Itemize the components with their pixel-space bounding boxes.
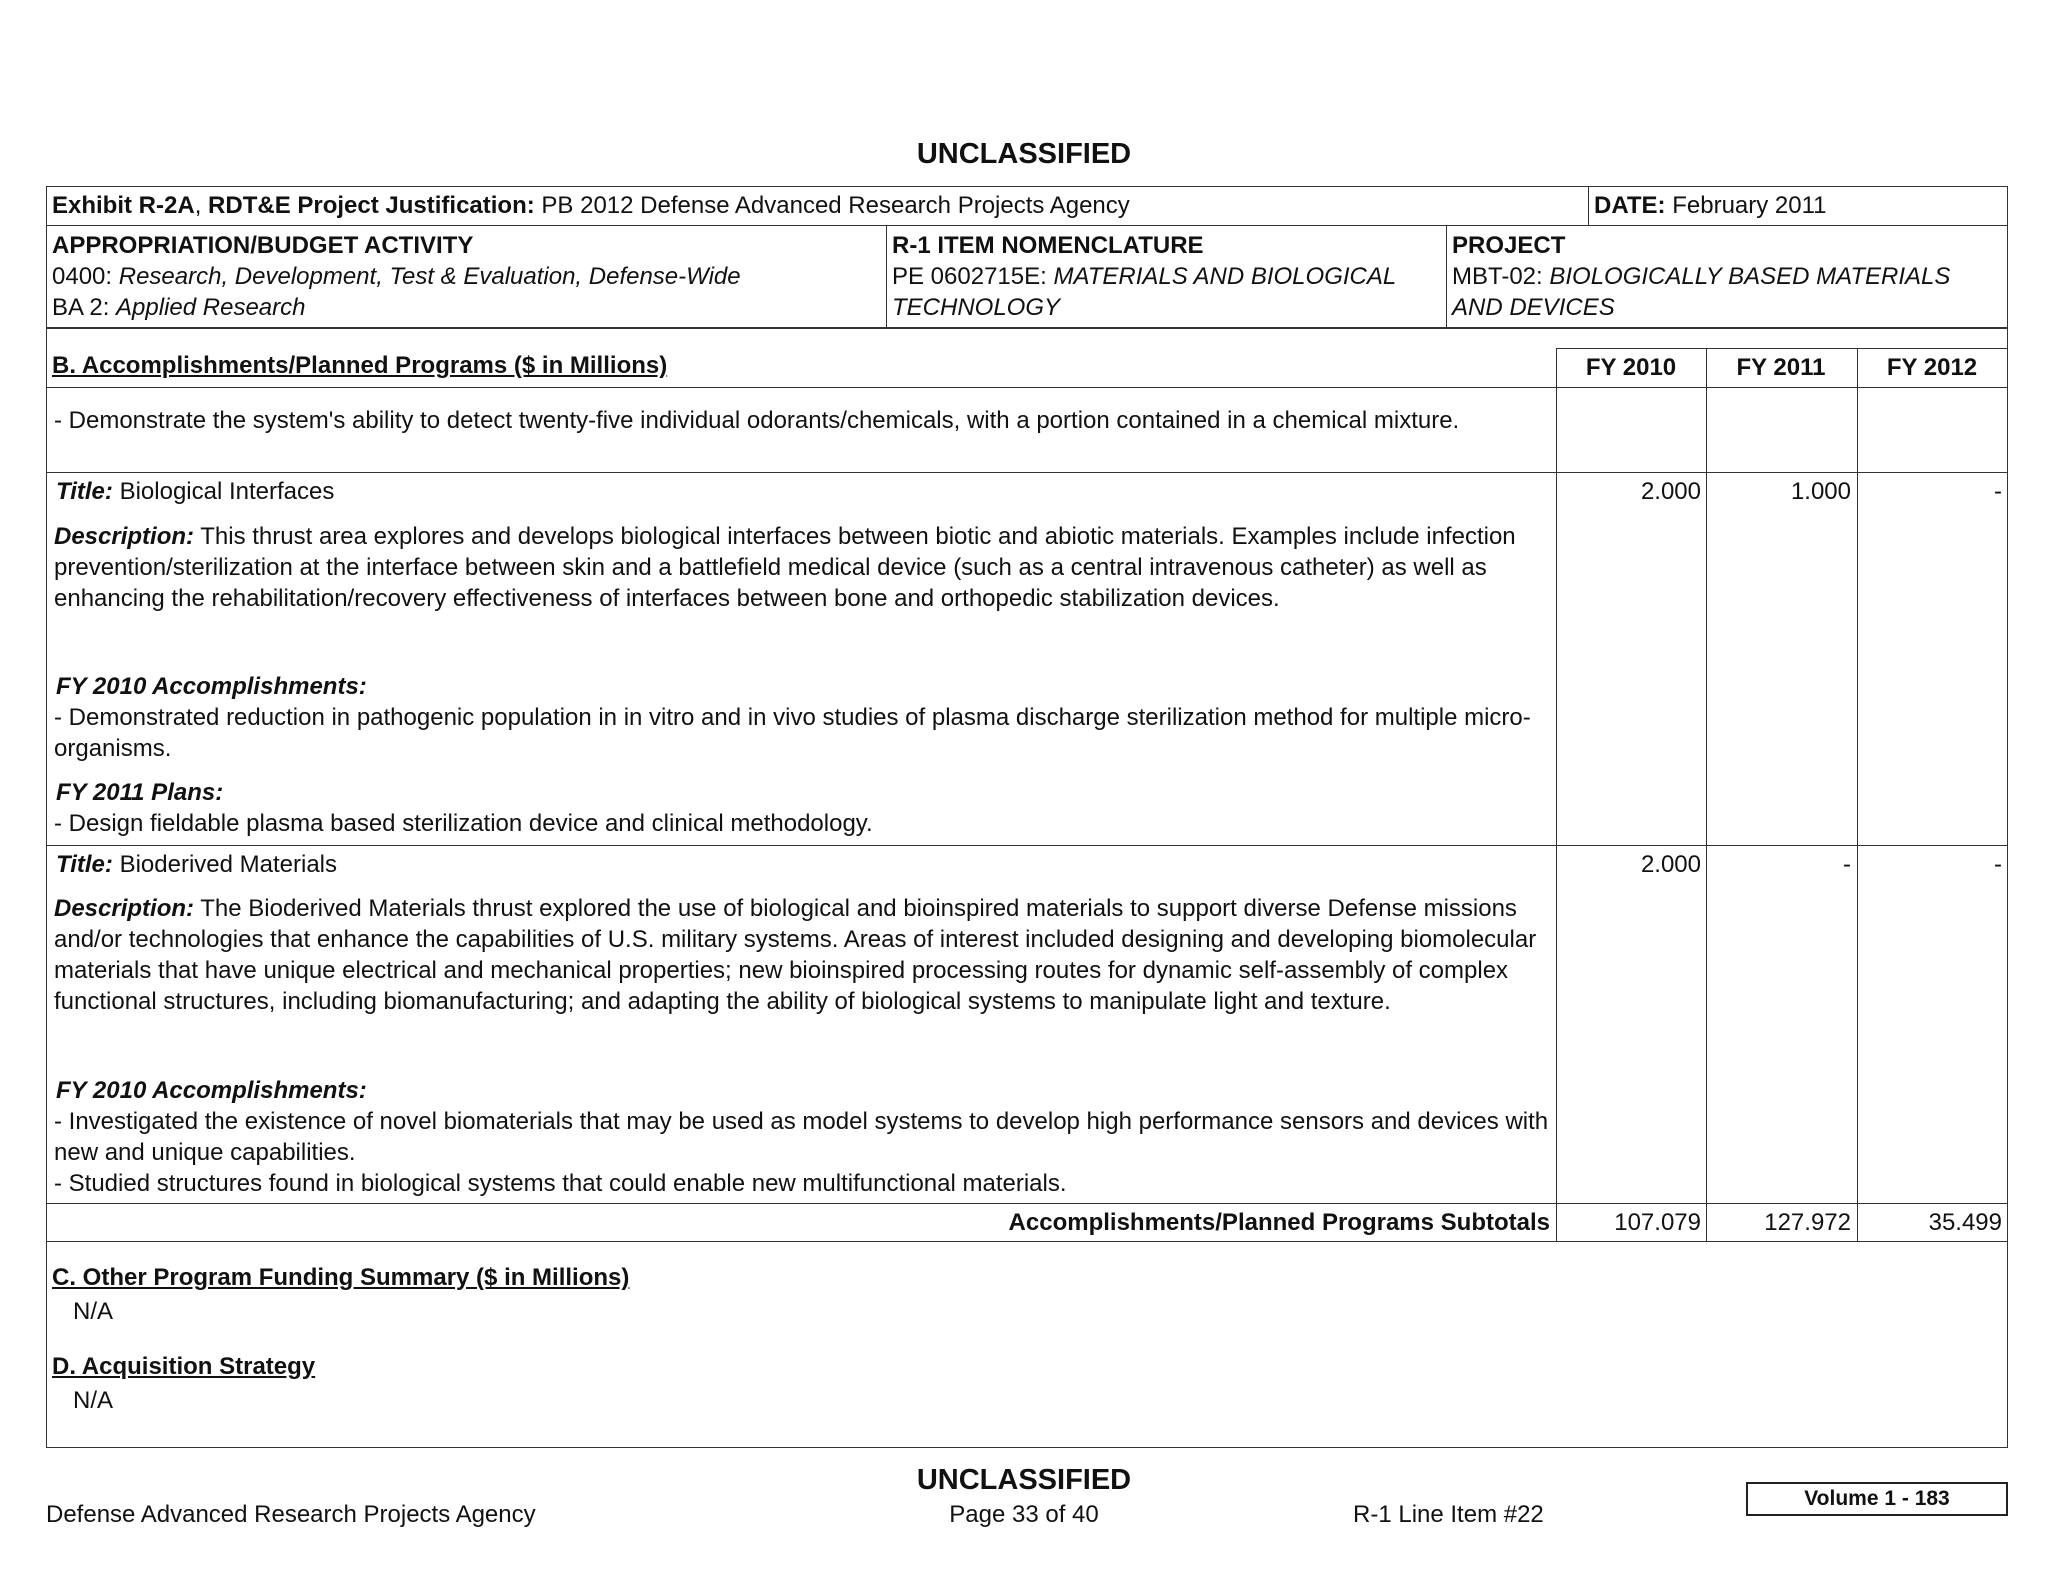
r1-value-line2: TECHNOLOGY bbox=[892, 294, 1061, 321]
accomplishment-item: - Studied structures found in biological systems that could enable new multifunctional materials. bbox=[54, 1170, 1067, 1197]
section-d-heading: D. Acquisition Strategy bbox=[52, 1353, 316, 1380]
footer-agency: Defense Advanced Research Projects Agency bbox=[46, 1501, 536, 1528]
plans-heading: FY 2011 Plans: bbox=[56, 779, 224, 806]
subtotal-fy2012: 35.499 bbox=[1928, 1209, 2002, 1236]
subtotal-fy2011: 127.972 bbox=[1764, 1209, 1851, 1236]
exhibit-title: Exhibit R-2A, RDT&E Project Justification: PB 2012 Defense Advanced Research Projects Agency bbox=[52, 192, 1130, 219]
r1-label: R-1 ITEM NOMENCLATURE bbox=[892, 232, 1204, 259]
program-description: Description: The Bioderived Materials thrust explored the use of biological and bioinspired materials to support diverse Defense missions and/or technologies that enhance the capabilities of U.S. military systems. Areas of interest included designing and developing biomolecular materials that have unique electrical and mechanical properties; new bioinspired processing routes for dynamic self-assembly of complex functional structures, including biomanufacturing; and adapting the ability of biological systems to manipulate light and texture. bbox=[54, 895, 1537, 1015]
subtotal-fy2010: 107.079 bbox=[1614, 1209, 1701, 1236]
footer-volume-box: Volume 1 - 183 bbox=[1746, 1482, 2008, 1516]
section-d-value: N/A bbox=[73, 1387, 114, 1414]
project-label: PROJECT bbox=[1452, 232, 1566, 259]
program-title: Title: Biological Interfaces bbox=[56, 478, 335, 505]
program-value-fy2011: 1.000 bbox=[1790, 478, 1851, 505]
subtotals-label: Accomplishments/Planned Programs Subtotals bbox=[1008, 1209, 1550, 1236]
appropriation-value: 0400: Research, Development, Test & Evaluation, Defense-Wide bbox=[52, 263, 741, 290]
section-b-heading: B. Accomplishments/Planned Programs ($ in Millions) bbox=[52, 352, 668, 379]
accomplishments-heading: FY 2010 Accomplishments: bbox=[56, 673, 367, 700]
project-value-line2: AND DEVICES bbox=[1452, 294, 1615, 321]
top-classification: UNCLASSIFIED bbox=[916, 138, 1132, 170]
project-value: MBT-02: BIOLOGICALLY BASED MATERIALS bbox=[1452, 263, 1951, 290]
r1-value: PE 0602715E: MATERIALS AND BIOLOGICAL bbox=[892, 263, 1397, 290]
fy-2010-header: FY 2010 bbox=[1585, 354, 1677, 381]
program-value-fy2010: 2.000 bbox=[1640, 478, 1701, 505]
plan-item: - Design fieldable plasma based sterilization device and clinical methodology. bbox=[54, 810, 873, 837]
program-title: Title: Bioderived Materials bbox=[56, 851, 338, 878]
accomplishment-item: - Investigated the existence of novel biomaterials that may be used as model systems to develop high performance sensors and devices with new and unique capabilities. bbox=[54, 1108, 1549, 1166]
accomplishment-item: - Demonstrated reduction in pathogenic population in in vitro and in vivo studies of plasma discharge sterilization method for multiple micro-organisms. bbox=[54, 704, 1531, 762]
bottom-classification: UNCLASSIFIED bbox=[916, 1464, 1132, 1496]
exhibit-date: DATE: February 2011 bbox=[1594, 192, 1827, 219]
footer-page-number: Page 33 of 40 bbox=[949, 1501, 1099, 1528]
footer-line-item: R-1 Line Item #22 bbox=[1353, 1501, 1544, 1528]
budget-activity-value: BA 2: Applied Research bbox=[52, 294, 306, 321]
fy-2011-header: FY 2011 bbox=[1736, 354, 1826, 381]
accomplishments-heading: FY 2010 Accomplishments: bbox=[56, 1077, 367, 1104]
section-c-value: N/A bbox=[73, 1298, 114, 1325]
program-value-fy2012: - bbox=[1994, 851, 2002, 878]
program-value-fy2010: 2.000 bbox=[1640, 851, 1701, 878]
section-c-heading: C. Other Program Funding Summary ($ in Millions) bbox=[52, 1264, 630, 1291]
fy-2012-header: FY 2012 bbox=[1886, 354, 1978, 381]
program-description: Description: This thrust area explores and develops biological interfaces between biotic and abiotic materials. Examples include infection prevention/sterilization at the interface between skin and a battlefield medical device (such as a central intravenous catheter) as well as enhancing the rehabilitation/recovery effectiveness of interfaces between bone and orthopedic stabilization devices. bbox=[54, 523, 1516, 612]
continuation-item: - Demonstrate the system's ability to detect twenty-five individual odorants/chemicals, with a portion contained in a chemical mixture. bbox=[54, 407, 1460, 434]
appropriation-label: APPROPRIATION/BUDGET ACTIVITY bbox=[52, 232, 474, 259]
program-value-fy2012: - bbox=[1994, 478, 2002, 505]
program-value-fy2011: - bbox=[1843, 851, 1851, 878]
